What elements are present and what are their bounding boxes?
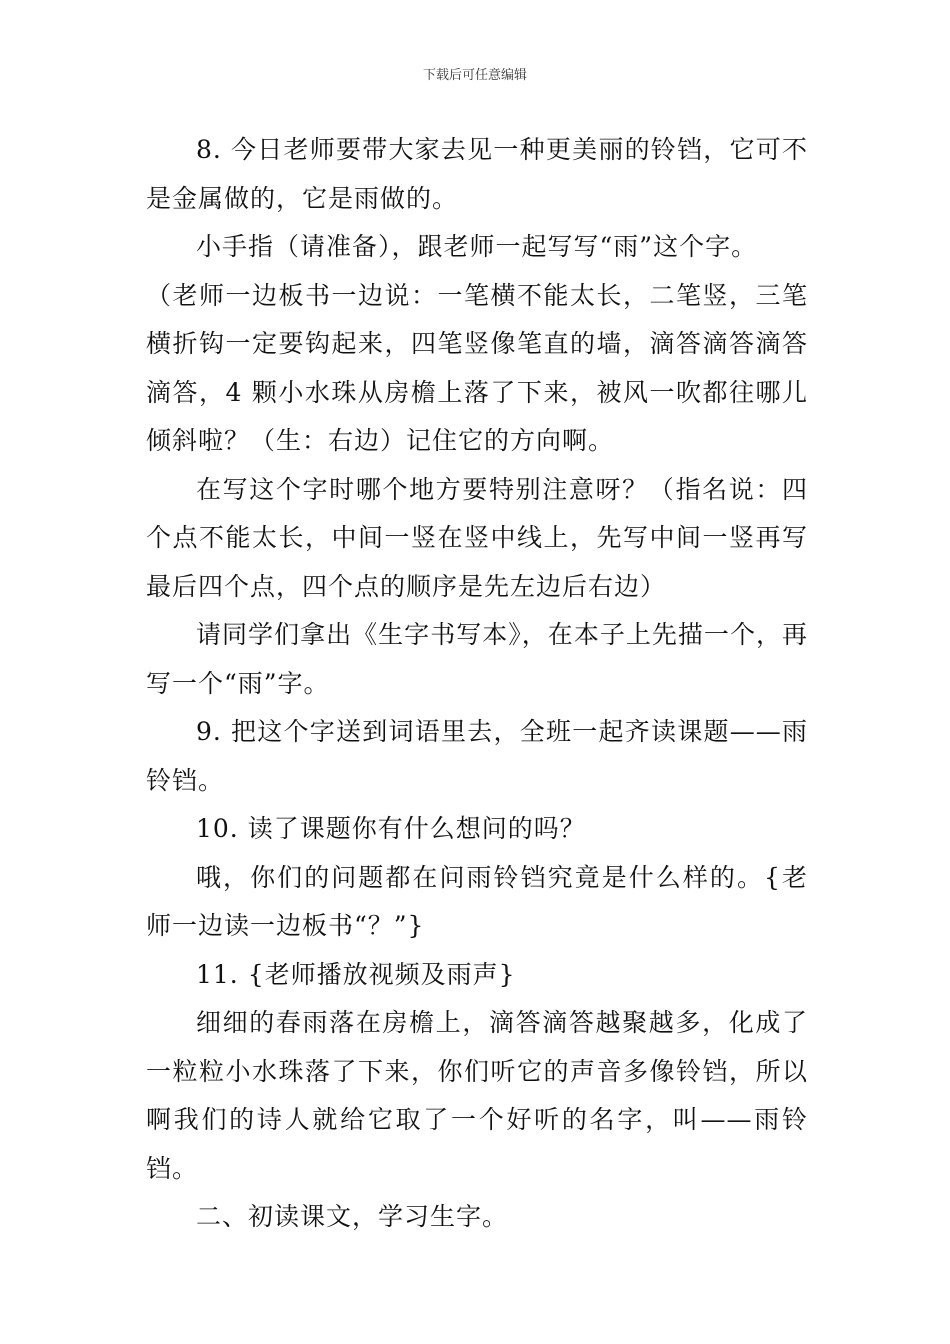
paragraph: 9. 把这个字送到词语里去，全班一起齐读课题——雨铃铛。	[146, 717, 808, 795]
paragraph: 小手指（请准备），跟老师一起写写“雨”这个字。	[196, 232, 758, 261]
page-header: 下载后可任意编辑	[422, 68, 527, 83]
paragraph: 二、初读课文，学习生字。	[196, 1202, 509, 1231]
paragraph: 请同学们拿出《生字书写本》，在本子上先描一个，再写一个“雨”字。	[146, 620, 808, 698]
paragraph: 11. {老师播放视频及雨声}	[196, 959, 516, 989]
paragraph: 哦，你们的问题都在问雨铃铛究竟是什么样的。{老师一边读一边板书“？”}	[146, 862, 808, 940]
paragraph: 细细的春雨落在房檐上，滴答滴答越聚越多，化成了一粒粒小水珠落了下来，你们听它的声音多像铃铛，所以啊我们的诗人就给它取了一个好听的名字，叫——雨铃铛。	[146, 1008, 808, 1183]
paragraph: 在写这个字时哪个地方要特别注意呀？（指名说：四个点不能太长，中间一竖在竖中线上，先写中间一竖再写最后四个点，四个点的顺序是先左边后右边）	[146, 474, 808, 601]
paragraph: 10. 读了课题你有什么想问的吗？	[196, 814, 586, 843]
paragraph: （老师一边板书一边说：一笔横不能太长，二笔竖，三笔横折钩一定要钩起来，四笔竖像笔直的墙，滴答滴答滴答滴答，4 颗小水珠从房檐上落了下来，被风一吹都往哪儿倾斜啦？（生：右边）记住它的方向啊。	[146, 280, 808, 455]
document-body	[146, 126, 808, 1242]
paragraph: 8. 今日老师要带大家去见一种更美丽的铃铛，它可不是金属做的，它是雨做的。	[146, 135, 808, 213]
